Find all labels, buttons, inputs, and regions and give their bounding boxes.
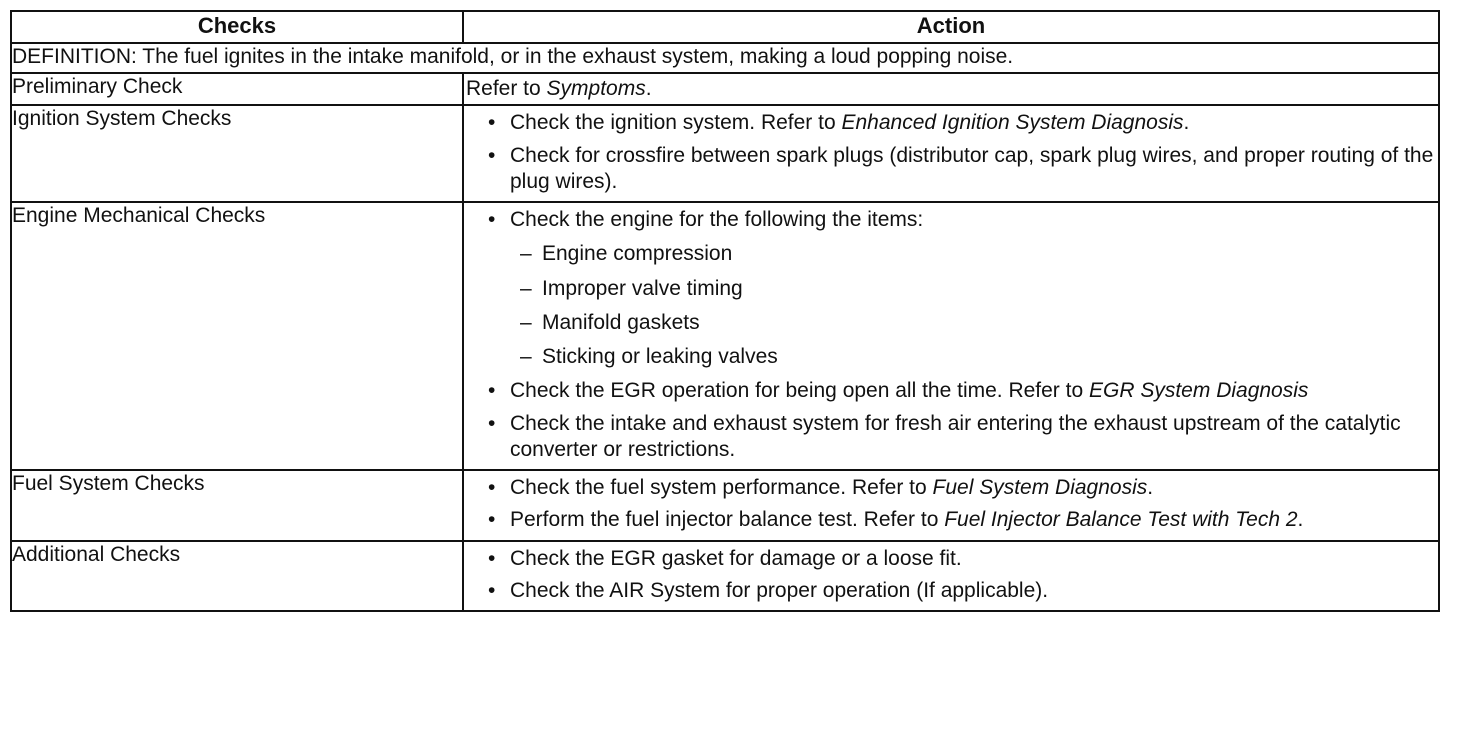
check-name-cell: Engine Mechanical Checks (11, 202, 463, 470)
header-checks: Checks (11, 11, 463, 43)
action-text: Check for crossfire between spark plugs (distributor cap, spark plug wires, and proper routing of the plug wires). (510, 143, 1434, 193)
action-bullet-item (464, 507, 1438, 533)
definition-text: DEFINITION: The fuel ignites in the intake manifold, or in the exhaust system, making a loud popping noise. (11, 43, 1439, 73)
action-bullet-item (464, 475, 1438, 501)
table-row (11, 202, 1439, 470)
header-row (11, 11, 1439, 43)
action-bullet-item (464, 546, 1438, 572)
reference-link-text: Fuel Injector Balance Test with Tech 2 (944, 508, 1298, 532)
table-row (11, 541, 1439, 612)
action-cell (463, 541, 1439, 612)
table-row (11, 73, 1439, 105)
action-text: Refer to (466, 77, 547, 100)
action-text-punctuation: . (1147, 476, 1154, 499)
action-cell (463, 105, 1439, 202)
action-text: Check the EGR operation for being open all the time. Refer to (510, 379, 1089, 403)
action-bullet-item (464, 411, 1438, 464)
check-name-cell: Preliminary Check (11, 73, 463, 105)
check-name-cell: Additional Checks (11, 541, 463, 612)
action-text: Check the fuel system performance. Refer to (510, 476, 933, 499)
action-plain-line (464, 74, 1438, 104)
table-body (11, 43, 1439, 611)
action-bullet-list (464, 207, 1438, 463)
action-text: Check the AIR System for proper operation (If applicable). (510, 578, 1049, 602)
action-bullet-item (464, 110, 1438, 136)
table-row (11, 105, 1439, 202)
action-text: Check the ignition system. Refer to (510, 111, 842, 135)
check-name-cell: Fuel System Checks (11, 470, 463, 541)
action-text: Perform the fuel injector balance test. Refer to (510, 508, 945, 532)
action-bullet-item (464, 143, 1438, 196)
action-cell (463, 470, 1439, 541)
reference-link-text: Symptoms (546, 77, 646, 100)
action-sub-list (510, 241, 1438, 370)
action-bullet-item (464, 378, 1438, 404)
reference-link-text: Enhanced Ignition System Diagnosis (841, 111, 1184, 135)
reference-link-text: Fuel System Diagnosis (932, 476, 1148, 499)
action-text: Check the EGR gasket for damage or a loose fit. (510, 546, 962, 570)
check-name-cell: Ignition System Checks (11, 105, 463, 202)
action-text-punctuation: . (645, 77, 652, 100)
action-cell (463, 73, 1439, 105)
action-text: Check the intake and exhaust system for fresh air entering the exhaust upstream of the catalytic converter or restrictions. (510, 411, 1401, 461)
action-sub-item: – Improper valve timing (510, 276, 1438, 302)
action-bullet-list (464, 475, 1438, 534)
action-text: Check the engine for the following the items: (510, 208, 924, 231)
header-action: Action (463, 11, 1439, 43)
diagnostic-checks-table (10, 10, 1440, 612)
reference-link-text: EGR System Diagnosis (1089, 379, 1309, 403)
action-sub-item: – Sticking or leaking valves (510, 344, 1438, 370)
action-text-punctuation: . (1297, 508, 1304, 532)
table-row (11, 470, 1439, 541)
definition-row (11, 43, 1439, 73)
action-sub-item: – Manifold gaskets (510, 310, 1438, 336)
action-bullet-item (464, 207, 1438, 370)
action-bullet-list (464, 110, 1438, 195)
action-bullet-item (464, 578, 1438, 604)
action-cell (463, 202, 1439, 470)
action-sub-item: – Engine compression (510, 241, 1438, 267)
action-bullet-list (464, 546, 1438, 605)
action-text-punctuation: . (1183, 111, 1190, 135)
